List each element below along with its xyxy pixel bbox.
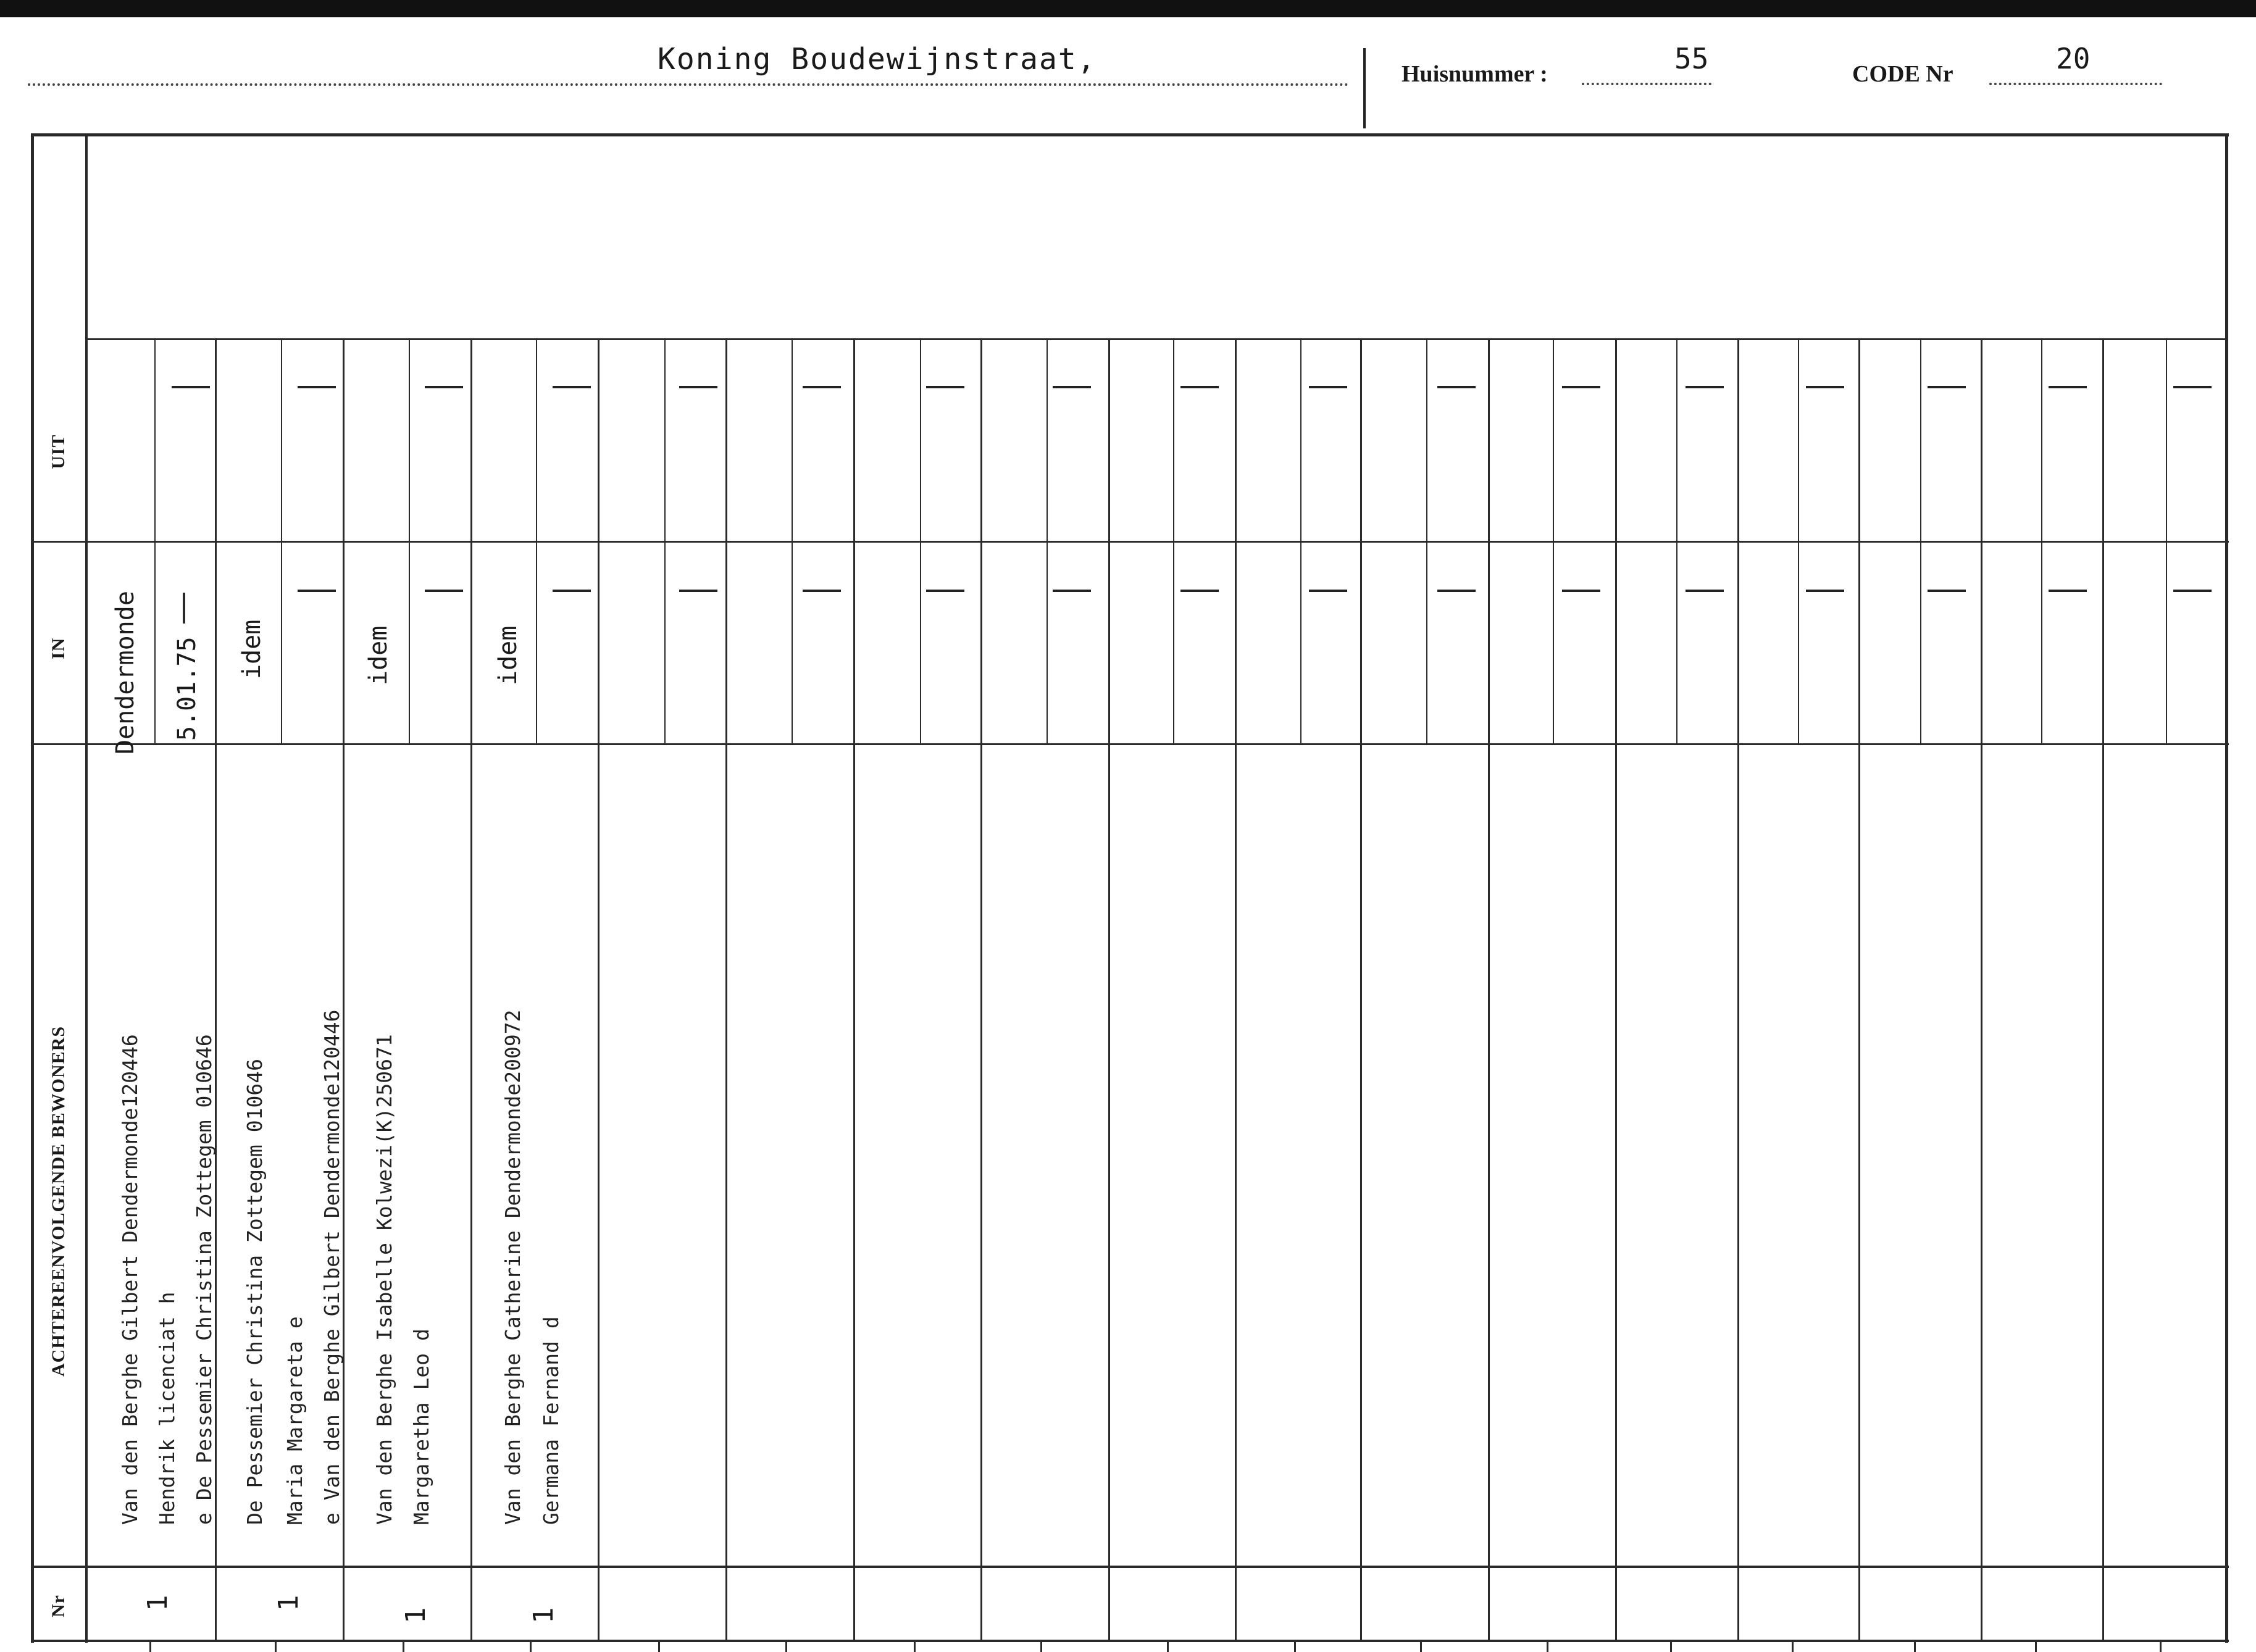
street-dotted-line: [28, 83, 1349, 86]
code-label: CODE Nr: [1852, 61, 1953, 87]
column-label-nr: Nr: [48, 1595, 69, 1617]
resident-line: Germana Fernand d: [539, 1316, 563, 1525]
in-date: 5.01.75: [173, 636, 201, 741]
top-scan-border: [0, 0, 2256, 17]
resident-line: Van den Berghe Catherine Dendermonde200972: [501, 1009, 525, 1525]
resident-nr: 1: [273, 1595, 304, 1611]
street-name: Koning Boudewijnstraat,: [658, 42, 1097, 77]
in-place: idem: [238, 619, 266, 679]
column-label-out: UIT: [48, 434, 69, 469]
in-place: idem: [364, 625, 393, 685]
in-place: idem: [494, 625, 522, 685]
resident-nr: 1: [528, 1607, 559, 1624]
resident-nr: 1: [400, 1607, 432, 1624]
resident-line: Margaretha Leo d: [409, 1329, 433, 1525]
column-label-in: IN: [48, 637, 69, 659]
column-label-residents: ACHTEREENVOLGENDE BEWONERS: [48, 1025, 69, 1377]
code-dotted-line: [1989, 83, 2162, 85]
resident-line: e De Pessemier Christina Zottegem 010646: [192, 1034, 216, 1525]
code-value: 20: [2056, 42, 2091, 75]
resident-line: e Van den Berghe Gilbert Dendermonde120446: [320, 1009, 344, 1525]
resident-line: Hendrik licenciat h: [155, 1291, 179, 1525]
resident-line: Van den Berghe Gilbert Dendermonde120446: [118, 1034, 142, 1525]
house-number-value: 55: [1674, 42, 1709, 75]
resident-line: Maria Margareta e: [283, 1316, 307, 1525]
resident-line: De Pessemier Christina Zottegem 010646: [243, 1059, 267, 1525]
resident-nr: 1: [142, 1595, 173, 1611]
resident-line: Van den Berghe Isabelle Kolwezi(K)250671: [372, 1034, 396, 1525]
header-separator: [1363, 48, 1366, 128]
house-number-label: Huisnummer :: [1402, 61, 1548, 87]
in-place: Dendermonde: [111, 591, 140, 754]
house-number-dotted-line: [1582, 83, 1711, 85]
